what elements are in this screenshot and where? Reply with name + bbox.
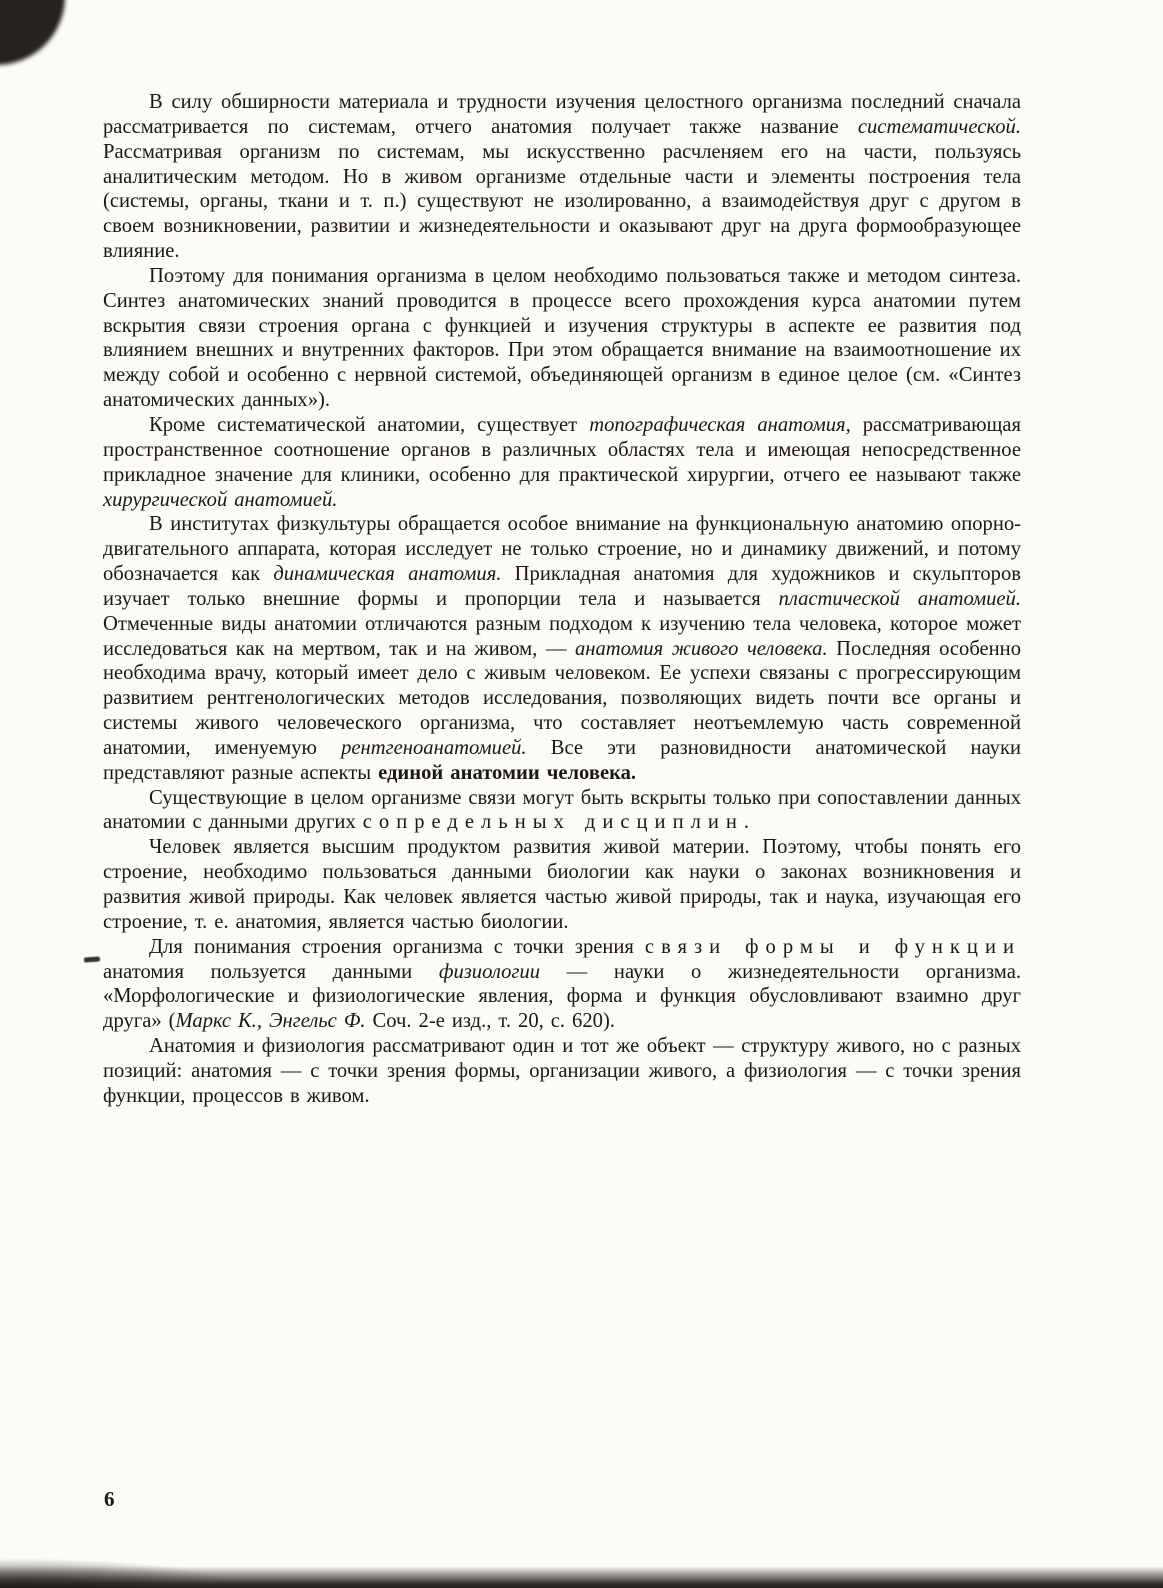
text-segment-bold: единой анатомии человека. (378, 761, 637, 784)
text-segment-normal: Прикладная анатомия для художников и скульпторов изучает только внешние формы и пропорции тела и называется (103, 563, 1021, 610)
paragraph (103, 512, 1021, 785)
text-segment-normal: Человек является высшим продуктом развития живой материи. Поэтому, чтобы понять его строение, необходимо пользоваться данными биологии как науки о законах возникновения и развития живой природы. Как человек является частью живой природы, так и наука, изучающая его строение, т. е. анатомия, является частью биологии. (103, 836, 1021, 933)
text-segment-normal: Существующие в целом организме связи могут быть вскрыты только при сопоставлении данных анатомии с данными других (103, 786, 1021, 834)
scan-corner-artifact (0, 0, 65, 65)
text-segment-normal: анатомия пользуется данными (103, 960, 439, 983)
text-segment-italic: хирургической анатомией. (103, 488, 338, 511)
text-segment-normal: Для понимания строения организма с точки зрения (149, 935, 645, 958)
paragraph (103, 835, 1021, 934)
text-segment-normal: Анатомия и физиология рассматривают один и тот же объект — структуру живого, но с разных позиций: анатомия — с точки зрения формы, организации живого, а физиология — с точки зрения функции, процессов в живом. (103, 1035, 1021, 1107)
text-segment-normal: рассматривающая пространственное соотношение органов в различных областях тела и имеющая непосредственное прикладное значение для клиники, особенно для практической хирургии, отчего ее называют также (103, 413, 1021, 486)
text-segment-normal: — науки о жизнедеятельности организма. «Морфологические и физиологические явления, форма и функция обусловливают взаимно друг друга» ( (103, 960, 1021, 1033)
scan-bottom-edge (0, 1566, 1163, 1588)
paragraph (103, 90, 1021, 264)
text-segment-italic: топографическая анатомия, (589, 413, 851, 436)
text-segment-normal: Все эти разновидности анатомической науки представляют разные аспекты (103, 736, 1021, 784)
paragraph (103, 935, 1021, 1034)
paragraph (103, 264, 1021, 413)
text-segment-spaced: сопредельных дисциплин. (362, 811, 757, 834)
text-segment-normal: Рассматривая организм по системам, мы искусственно расчленяем его на части, пользуясь аналитическим методом. Но в живом организме отдельные части и элементы построения тела (системы, органы, ткани и т. п.) существуют не изолированно, а взаимодействуя друг с другом в своем возникновении, развитии и жизнедеятельности и оказывают друг на друга формообразующее влияние. (103, 140, 1021, 263)
paragraph (103, 1034, 1021, 1109)
text-segment-italic: Маркс К., Энгельс Ф. (175, 1010, 366, 1033)
scan-edge-mark (84, 956, 100, 962)
text-segment-italic: рентгеноанатомией. (341, 736, 527, 759)
text-segment-normal: Кроме систематической анатомии, существует (149, 413, 590, 436)
text-segment-normal: Последняя особенно необходима врачу, который имеет дело с живым человеком. Ее успехи связаны с прогрессирующим развитием рентгенологических методов исследования, позволяющих видеть почти все органы и системы живого человеческого организма, что составляет неотъемлемую часть современной анатомии, именуемую (103, 637, 1022, 759)
text-segment-italic: физиологии (438, 960, 541, 983)
page-number: 6 (104, 1487, 115, 1511)
text-segment-normal: В силу обширности материала и трудности изучения целостного организма последний сначала рассматривается по системам, отчего анатомия получает также название (103, 91, 1021, 138)
text-segment-normal: Отмеченные виды анатомии отличаются разным подходом к изучению тела человека, которое может исследоваться как на мертвом, так и на живом, — (103, 612, 1021, 660)
paragraph (103, 786, 1021, 836)
text-segment-normal: Поэтому для понимания организма в целом необходимо пользоваться также и методом синтеза. Синтез анатомических знаний проводится в процессе всего прохождения курса анатомии путем вскрытия связи строения органа с функцией и изучения структуры в аспекте ее развития под влиянием внешних и внутренних факторов. При этом обращается внимание на взаимоотношение их между собой и особенно с нервной системой, объединяющей организм в единое целое (см. «Синтез анатомических данных»). (103, 264, 1021, 412)
text-segment-normal: Соч. 2-е изд., т. 20, с. 620). (365, 1010, 615, 1033)
text-segment-normal: В институтах физкультуры обращается особое внимание на функциональную анатомию опорно-двигательного аппарата, которая исследует не только строение, но и динамику движений, и потому обозначается как (103, 513, 1021, 586)
text-segment-italic: пластической анатомией. (778, 587, 1021, 610)
text-segment-spaced: связи формы и функции (644, 935, 1022, 958)
text-segment-italic: анатомия живого человека. (574, 637, 828, 660)
text-segment-italic: динамическая анатомия. (273, 563, 502, 586)
text-segment-italic: систематической. (857, 115, 1021, 138)
text-block (103, 90, 1021, 1109)
paragraph (103, 413, 1021, 512)
